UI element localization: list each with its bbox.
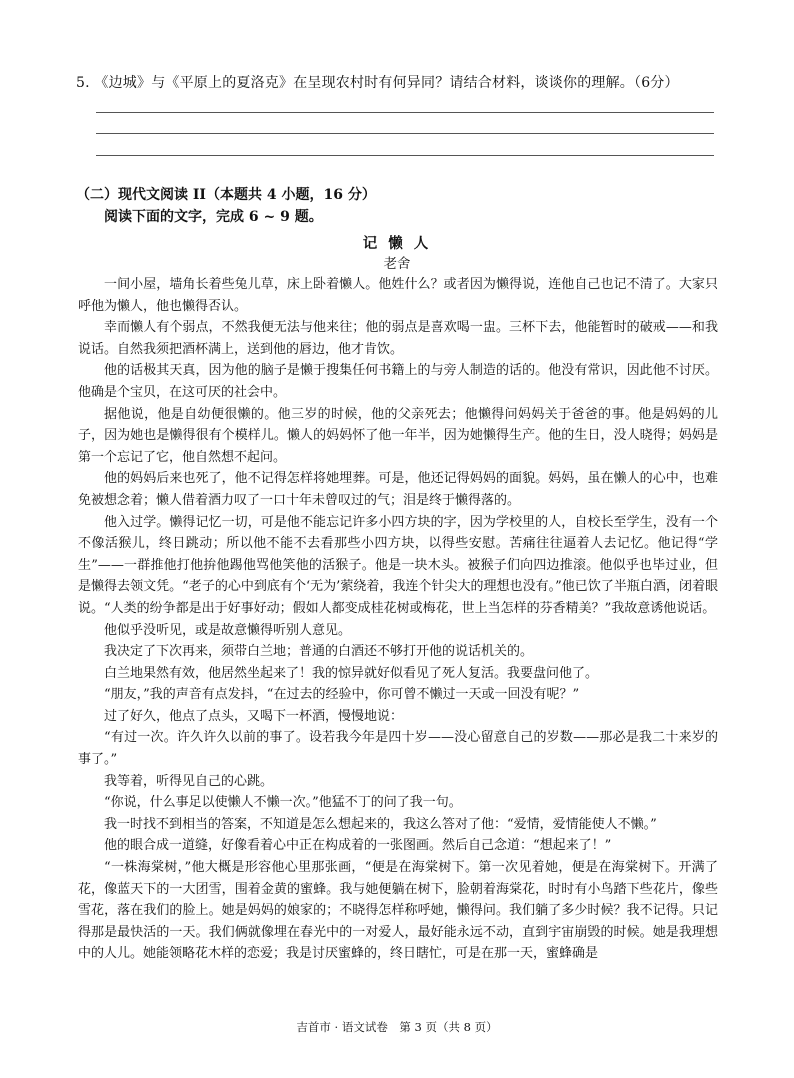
paragraph: 幸而懒人有个弱点，不然我便无法与他来往；他的弱点是喜欢喝一盅。三杯下去，他能暂时的破戒——和我说话。自然我须把酒杯满上，送到他的唇边，他才肯饮。 xyxy=(78,320,718,357)
question-5: 5. 《边城》与《平原上的夏洛克》在呈现农村时有何异同？请结合材料，谈谈你的理解。（6分） xyxy=(76,75,679,91)
section-heading: （二）现代文阅读 II（本题共 4 小题，16 分） xyxy=(76,187,376,203)
article-author: 老舍 xyxy=(383,256,411,272)
paragraph: 他的妈妈后来也死了，他不记得怎样将她埋葬。可是，他还记得妈妈的面貌。妈妈，虽在懒人的心中，也难免被想念着；懒人借着酒力叹了一口十年未曾叹过的气；泪是终于懒得落的。 xyxy=(78,471,718,508)
paragraph: 他似乎没听见，或是故意懒得听别人意见。 xyxy=(104,622,352,638)
answer-line xyxy=(96,155,714,156)
reading-instruction: 阅读下面的文字，完成 6 ~ 9 题。 xyxy=(104,209,323,225)
paragraph: “一株海棠树，”他大概是形容他心里那张画，“便是在海棠树下。第一次见着她，便是在海棠树下。开满了花，像蓝天下的一大团雪，围着金黄的蜜蜂。我与她便躺在树下，脸朝着海棠花，时时有小鸟踏下些花片，像些雪花，落在我们的脸上。她是妈妈的娘家的；不晓得怎样称呼她，懒得问。我们躺了多少时候？我不记得。只记得那是最快活的一天。我们俩就像埋在春光中的一对爱人，最好能永远不动，直到宇宙崩毁的时候。她是我理想中的人儿。她能领略花木样的恋爱；我是讨厌蜜蜂的，终日瞎忙，可是在那一天，蜜蜂确是 xyxy=(78,860,718,962)
paragraph: 他入过学。懒得记忆一切，可是他不能忘记许多小四方块的字，因为学校里的人，自校长至学生，没有一个不像活猴儿，终日跳动；所以他不能不去看那些小四方块，以得些安慰。苦痛往往逼着人去记忆。他记得“学生”——一群推他打他拚他踢他骂他笑他的活猴子。他是一块木头。被猴子们向四边推滚。他似乎也毕过业，但是懒得去领文凭。“老子的心中到底有个‘无为’萦绕着，我连个针尖大的理想也没有。”他已饮了半瓶白酒，闭着眼说。“人类的纷争都是出于好事好动；假如人都变成桂花树或梅花，世上当怎样的芬香精美？”我故意诱他说话。 xyxy=(78,514,718,616)
paragraph: 过了好久，他点了点头，又喝下一杯酒，慢慢地说： xyxy=(104,708,404,724)
paragraph: 我等着，听得见自己的心跳。 xyxy=(104,773,274,789)
paragraph: 一间小屋，墙角长着些兔儿草，床上卧着懒人。他姓什么？或者因为懒得说，连他自己也记不清了。大家只呼他为懒人，他也懒得否认。 xyxy=(78,277,718,314)
article-body xyxy=(78,274,718,965)
paragraph: 据他说，他是自幼便很懒的。他三岁的时候，他的父亲死去；他懒得问妈妈关于爸爸的事。他是妈妈的儿子，因为她也是懒得很有个模样儿。懒人的妈妈怀了他一年半，因为她懒得生产。他的生日，没人晓得；妈妈是第一个忘记了它，他自然想不起问。 xyxy=(78,406,718,465)
answer-line xyxy=(96,133,714,134)
paragraph: “有过一次。许久许久以前的事了。设若我今年是四十岁——没心留意自己的岁数——那必是我二十来岁的事了。” xyxy=(78,730,718,768)
paragraph: 他的眼合成一道缝，好像看着心中正在构成着的一张图画。然后自己念道：“想起来了！” xyxy=(104,838,612,854)
paragraph: “朋友，”我的声音有点发抖，“在过去的经验中，你可曾不懒过一天或一回没有呢？” xyxy=(104,687,580,703)
paragraph: 白兰地果然有效，他居然坐起来了！我的惊异就好似看见了死人复活。我要盘问他了。 xyxy=(104,665,599,681)
article-title: 记 懒 人 xyxy=(362,235,432,252)
page-footer: 吉首市 · 语文试卷 第 3 页（共 8 页） xyxy=(296,1020,498,1034)
paragraph: 他的话极其天真，因为他的脑子是懒于搜集任何书籍上的与旁人制造的话的。他没有常识，因此他不讨厌。他确是个宝贝，在这可厌的社会中。 xyxy=(78,363,718,400)
paragraph: 我决定了下次再来，须带白兰地；普通的白酒还不够打开他的说话机关的。 xyxy=(104,644,534,660)
paragraph: “你说，什么事足以使懒人不懒一次。”他猛不丁的问了我一句。 xyxy=(104,795,462,811)
paragraph: 我一时找不到相当的答案，不知道是怎么想起来的，我这么答对了他：“爱情，爱情能使人不懒。” xyxy=(104,816,657,832)
answer-line xyxy=(96,112,714,113)
